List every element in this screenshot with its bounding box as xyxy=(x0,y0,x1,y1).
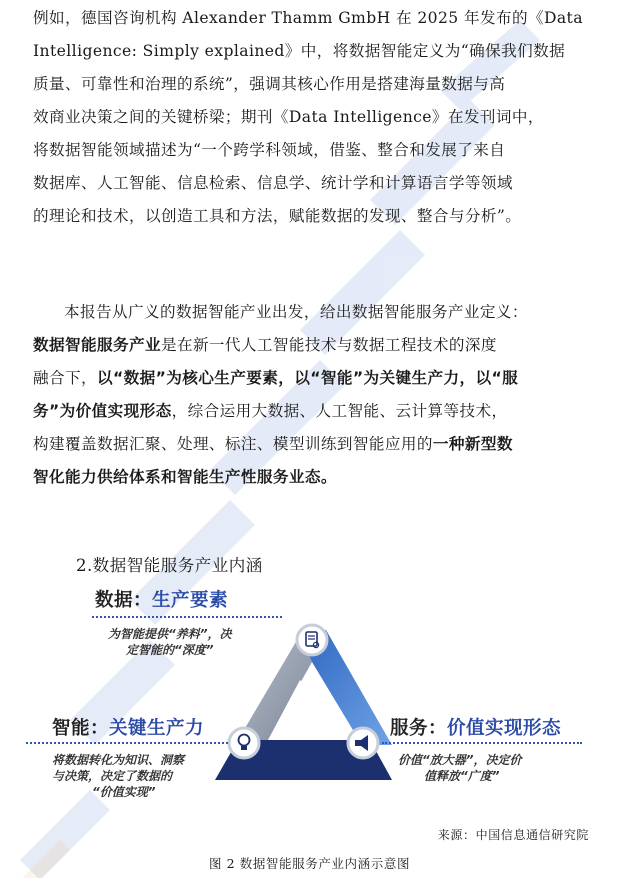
paragraph-industry-definition xyxy=(33,296,591,494)
text-line: 智化能力供给体系和智能生产性服务业态。 xyxy=(33,468,337,486)
triangle-graphic xyxy=(0,580,619,840)
text-line: 务”为价值实现形态，综合运用大数据、人工智能、云计算等技术， xyxy=(33,402,508,420)
intelligence-node-circle xyxy=(229,728,259,758)
text-line: 融合下，以“数据”为核心生产要素，以“智能”为关键生产力，以“服 xyxy=(33,369,519,387)
text-line: 效商业决策之间的关键桥梁；期刊《Data Intelligence》在发刊词中， xyxy=(33,108,544,126)
divider-dotted xyxy=(92,616,282,618)
section-heading: 2.数据智能服务产业内涵 xyxy=(76,556,263,575)
data-node-title: 数据：生产要素 xyxy=(95,590,229,611)
text-line: 质量、可靠性和治理的系统”，强调其核心作用是搭建海量数据与高 xyxy=(33,75,506,93)
figure-source: 来源：中国信息通信研究院 xyxy=(437,828,589,842)
text-line: Intelligence: Simply explained》中，将数据智能定义为“确保我们数据 xyxy=(33,42,566,60)
divider-dotted xyxy=(26,742,228,744)
service-node-title: 服务：价值实现形态 xyxy=(390,718,562,739)
figure-caption: 图 2 数据智能服务产业内涵示意图 xyxy=(208,856,411,871)
text-line: 构建覆盖数据汇聚、处理、标注、模型训练到智能应用的一种新型数 xyxy=(33,435,513,453)
divider-dotted xyxy=(382,742,582,744)
paragraph-definitions xyxy=(33,2,591,233)
text-line: 将数据智能领域描述为“一个跨学科领域，借鉴、整合和发展了来自 xyxy=(33,141,506,159)
text-line: 本报告从广义的数据智能产业出发，给出数据智能服务产业定义： xyxy=(64,303,528,321)
intelligence-node-title: 智能：关键生产力 xyxy=(52,718,205,739)
text-line: 例如，德国咨询机构 Alexander Thamm GmbH 在 2025 年发布的《Data xyxy=(33,9,583,27)
text-line: 的理论和技术，以创造工具和方法，赋能数据的发现、整合与分析”。 xyxy=(33,207,522,225)
intelligence-node-description: 将数据转化为知识、洞察 与决策，决定了数据的 “价值实现” xyxy=(52,753,185,799)
data-node-description: 为智能提供“养料”，决 定智能的“深度” xyxy=(108,627,232,657)
text-line: 数据智能服务产业是在新一代人工智能技术与数据工程技术的深度 xyxy=(33,336,497,354)
service-node-description: 价值“放大器”，决定价 值释放“广度” xyxy=(398,753,522,783)
figure-triangle-diagram xyxy=(0,580,619,840)
data-node-circle xyxy=(297,625,327,655)
defined-term: 数据智能服务产业 xyxy=(33,336,161,354)
text-line: 数据库、人工智能、信息检索、信息学、统计学和计算语言学等领域 xyxy=(33,174,513,192)
